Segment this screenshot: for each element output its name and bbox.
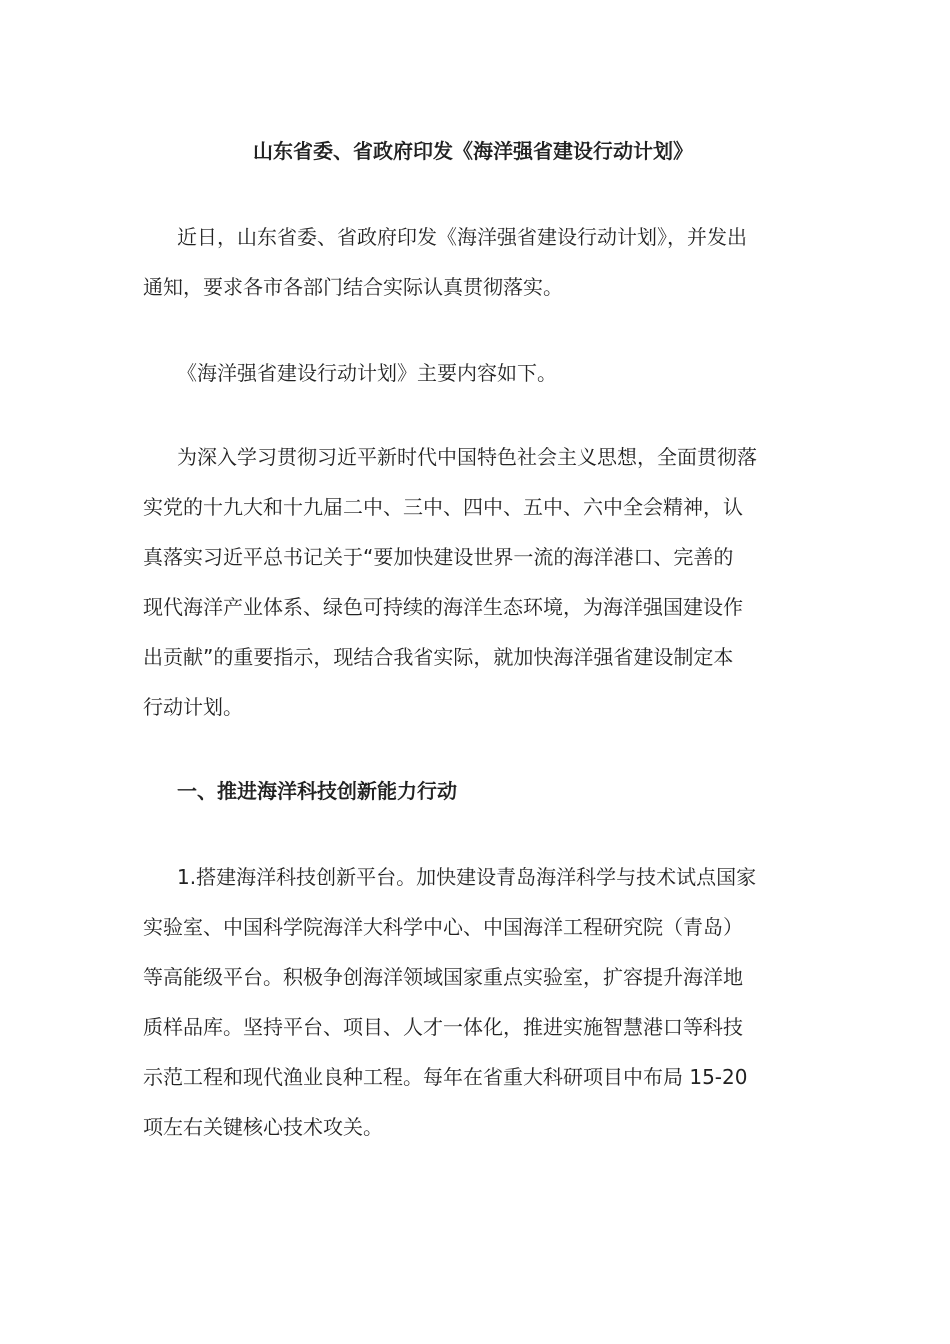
text-line: 等高能级平台。积极争创海洋领域国家重点实验室，扩容提升海洋地	[143, 965, 743, 989]
text-line: 《海洋强省建设行动计划》主要内容如下。	[177, 361, 557, 385]
text-line: 实验室、中国科学院海洋大科学中心、中国海洋工程研究院（青岛）	[143, 915, 743, 939]
text-line: 示范工程和现代渔业良种工程。每年在省重大科研项目中布局 15-20	[143, 1065, 748, 1089]
text-line: 实党的十九大和十九届二中、三中、四中、五中、六中全会精神，认	[143, 495, 743, 519]
text-line: 质样品库。坚持平台、项目、人才一体化，推进实施智慧港口等科技	[143, 1015, 743, 1039]
paragraph-item-1	[143, 852, 803, 1152]
text-line: 项左右关键核心技术攻关。	[143, 1115, 383, 1139]
text-line: 现代海洋产业体系、绿色可持续的海洋生态环境，为海洋强国建设作	[143, 595, 743, 619]
section-heading	[143, 766, 803, 816]
text-line: 真落实习近平总书记关于“要加快建设世界一流的海洋港口、完善的	[143, 545, 734, 569]
text-line: 出贡献”的重要指示，现结合我省实际，就加快海洋强省建设制定本	[143, 645, 734, 669]
document-title: 山东省委、省政府印发《海洋强省建设行动计划》	[253, 139, 693, 163]
section-heading-text: 一、推进海洋科技创新能力行动	[177, 779, 457, 803]
text-line: 1.搭建海洋科技创新平台。加快建设青岛海洋科学与技术试点国家	[177, 865, 757, 889]
paragraph-purpose	[143, 432, 803, 732]
paragraph-intro	[143, 212, 803, 312]
text-line: 通知，要求各市各部门结合实际认真贯彻落实。	[143, 275, 563, 299]
paragraph-summary	[143, 348, 803, 398]
text-line: 为深入学习贯彻习近平新时代中国特色社会主义思想，全面贯彻落	[177, 445, 757, 469]
text-line: 近日，山东省委、省政府印发《海洋强省建设行动计划》，并发出	[177, 225, 747, 249]
text-line: 行动计划。	[143, 695, 243, 719]
